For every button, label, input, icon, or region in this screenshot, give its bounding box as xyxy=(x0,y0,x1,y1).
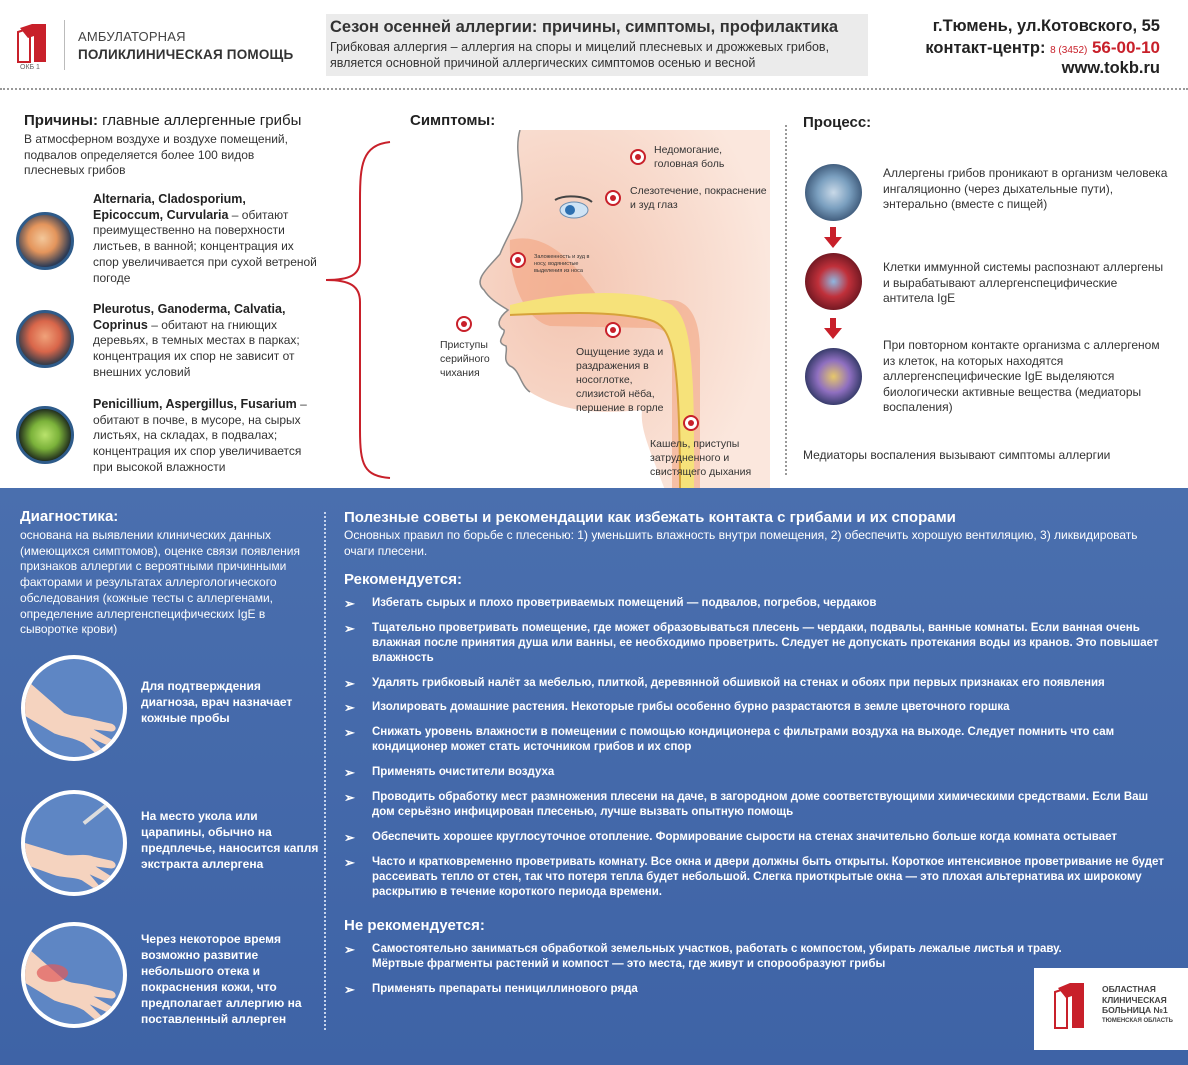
arrow-down-icon xyxy=(822,318,844,340)
phone-number[interactable]: 56-00-10 xyxy=(1091,38,1160,57)
fungus-group-1: Alternaria, Cladosporium, Epicoccum, Curvularia – обитают преимущественно на поверхности листьев, в ванной; концентрация их спор увеличивается при сухой ветреной погоде xyxy=(93,192,317,285)
orange-mold-icon xyxy=(16,212,74,270)
symptom-cough: Кашель, приступы затрудненного и свистящего дыхания xyxy=(650,438,752,478)
spores-icon xyxy=(805,164,862,221)
hospital-badge-region: ТЮМЕНСКАЯ ОБЛАСТЬ xyxy=(1102,1018,1173,1024)
tips-rules: Основных правил по борьбе с плесенью: 1) уменьшить влажность внутри помещения, 2) обеспечить хорошую вентиляцию, 3) ликвидировать очаги плесени. xyxy=(344,528,1138,558)
brace-icon xyxy=(322,140,392,480)
symptom-marker xyxy=(510,252,526,268)
arrow-bullet-icon: ➢ xyxy=(344,830,355,845)
symptom-marker xyxy=(630,149,646,165)
arrow-bullet-icon: ➢ xyxy=(344,621,355,636)
header-dotted-divider xyxy=(0,88,1188,90)
org-name-line1: АМБУЛАТОРНАЯ xyxy=(78,29,186,44)
hand-skin-test-icon xyxy=(21,655,127,761)
arrow-bullet-icon: ➢ xyxy=(344,765,355,780)
process-step-1: Аллергены грибов проникают в организм человека ингаляционно (через дыхательные пути), энтерально (вместе с пищей) xyxy=(883,166,1168,211)
arrow-down-icon xyxy=(822,227,844,249)
hospital-badge-name: ОБЛАСТНАЯ КЛИНИЧЕСКАЯ БОЛЬНИЦА №1 xyxy=(1102,984,1168,1015)
contact-phone xyxy=(925,38,1160,58)
arrow-bullet-icon: ➢ xyxy=(344,676,355,691)
tips-heading: Полезные советы и рекомендации как избежать контакта с грибами и их спорами xyxy=(344,509,956,526)
process-step-3: При повторном контакте организма с аллергеном из клеток, на которых находятся аллергенспецифические IgE выделяются биологически активные вещества (медиаторы воспаления) xyxy=(883,338,1160,414)
mediators-icon xyxy=(805,348,862,405)
diagnostics-step-3: Через некоторое время возможно развитие небольшого отека и покраснения кожи, что предполагает аллергию на поставленный аллерген xyxy=(141,932,302,1026)
diagnostics-step-2: На место укола или царапины, обычно на предплечье, наносится капля экстракта аллергена xyxy=(141,809,319,871)
symptom-sneezing: Приступы серийного чихания xyxy=(440,339,490,379)
process-heading: Процесс: xyxy=(803,114,872,131)
logo-caption: ОКБ 1 xyxy=(20,64,40,71)
arrow-bullet-icon: ➢ xyxy=(344,855,355,870)
panel-divider xyxy=(324,512,326,1030)
diagnostics-step-1: Для подтверждения диагноза, врач назначает кожные пробы xyxy=(141,679,293,725)
phone-prefix: 8 (3452) xyxy=(1050,45,1088,56)
page-title: Сезон осенней аллергии: причины, симптомы, профилактика xyxy=(330,18,839,36)
hand-reaction-icon xyxy=(21,922,127,1028)
symptom-marker xyxy=(605,190,621,206)
hospital-logo-icon xyxy=(16,22,52,64)
process-step-2: Клетки иммунной системы распознают аллергены и вырабатывают аллергенспецифические антитела IgE xyxy=(883,260,1164,305)
hospital-badge-logo-icon xyxy=(1052,980,1088,1030)
process-divider xyxy=(785,125,787,475)
symptom-eyes: Слезотечение, покраснение и зуд глаз xyxy=(630,185,767,211)
immune-cells-icon xyxy=(805,253,862,310)
website-link[interactable]: www.tokb.ru xyxy=(1061,59,1160,77)
causes-heading: Причины: главные аллергенные грибы xyxy=(24,112,302,129)
arrow-bullet-icon: ➢ xyxy=(344,942,355,957)
symptoms-heading: Симптомы: xyxy=(410,112,496,129)
diagnostics-heading: Диагностика: xyxy=(20,508,119,525)
symptom-marker xyxy=(456,316,472,332)
mushroom-icon xyxy=(16,310,74,368)
arrow-bullet-icon: ➢ xyxy=(344,790,355,805)
header-divider xyxy=(64,20,65,70)
symptom-nose: Заложенность и зуд в носу, водянистые выделения из носа xyxy=(534,254,590,274)
arrow-bullet-icon: ➢ xyxy=(344,982,355,997)
causes-intro: В атмосферном воздухе и воздухе помещений, подвалов определяется более 100 видов плесневых грибов xyxy=(24,132,288,177)
symptom-marker xyxy=(605,322,621,338)
process-conclusion: Медиаторы воспаления вызывают симптомы аллергии xyxy=(803,448,1111,462)
recommended-heading: Рекомендуется: xyxy=(344,571,462,588)
phone-label: контакт-центр: xyxy=(925,39,1046,57)
arrow-bullet-icon: ➢ xyxy=(344,725,355,740)
fungus-group-3: Penicillium, Aspergillus, Fusarium – обитают в почве, в мусоре, на сырых листьях, на складах, в подвалах; концентрация их спор увеличивается при высокой влажности xyxy=(93,397,307,474)
org-name-line2: ПОЛИКЛИНИЧЕСКАЯ ПОМОЩЬ xyxy=(78,47,294,62)
symptom-headache: Недомогание, головная боль xyxy=(654,144,725,170)
diagnostics-text: основана на выявлении клинических данных (имеющихся симптомов), оценке связи появления признаков аллергии с вероятными причинными факторами и результатах аллергологического обследования (кожные тесты с аллергенами, определение аллергенспецифических IgE в сыворотке крови) xyxy=(20,528,301,637)
symptom-marker xyxy=(683,415,699,431)
arrow-bullet-icon: ➢ xyxy=(344,700,355,715)
page-subtitle: Грибковая аллергия – аллергия на споры и мицелий плесневых и дрожжевых грибов, является основной причиной аллергических симптомов осенью и весной xyxy=(330,40,830,70)
address: г.Тюмень, ул.Котовского, 55 xyxy=(932,17,1160,35)
symptom-throat: Ощущение зуда и раздражения в носоглотке, слизистой нёба, першение в горле xyxy=(576,346,664,414)
hand-injection-icon xyxy=(21,790,127,896)
fungus-group-2: Pleurotus, Ganoderma, Calvatia, Coprinus – обитают на гниющих деревьях, в темных местах в парках; концентрация их спор не зависит от внешних условий xyxy=(93,302,300,379)
green-mold-icon xyxy=(16,406,74,464)
arrow-bullet-icon: ➢ xyxy=(344,596,355,611)
not-recommended-heading: Не рекомендуется: xyxy=(344,917,485,934)
